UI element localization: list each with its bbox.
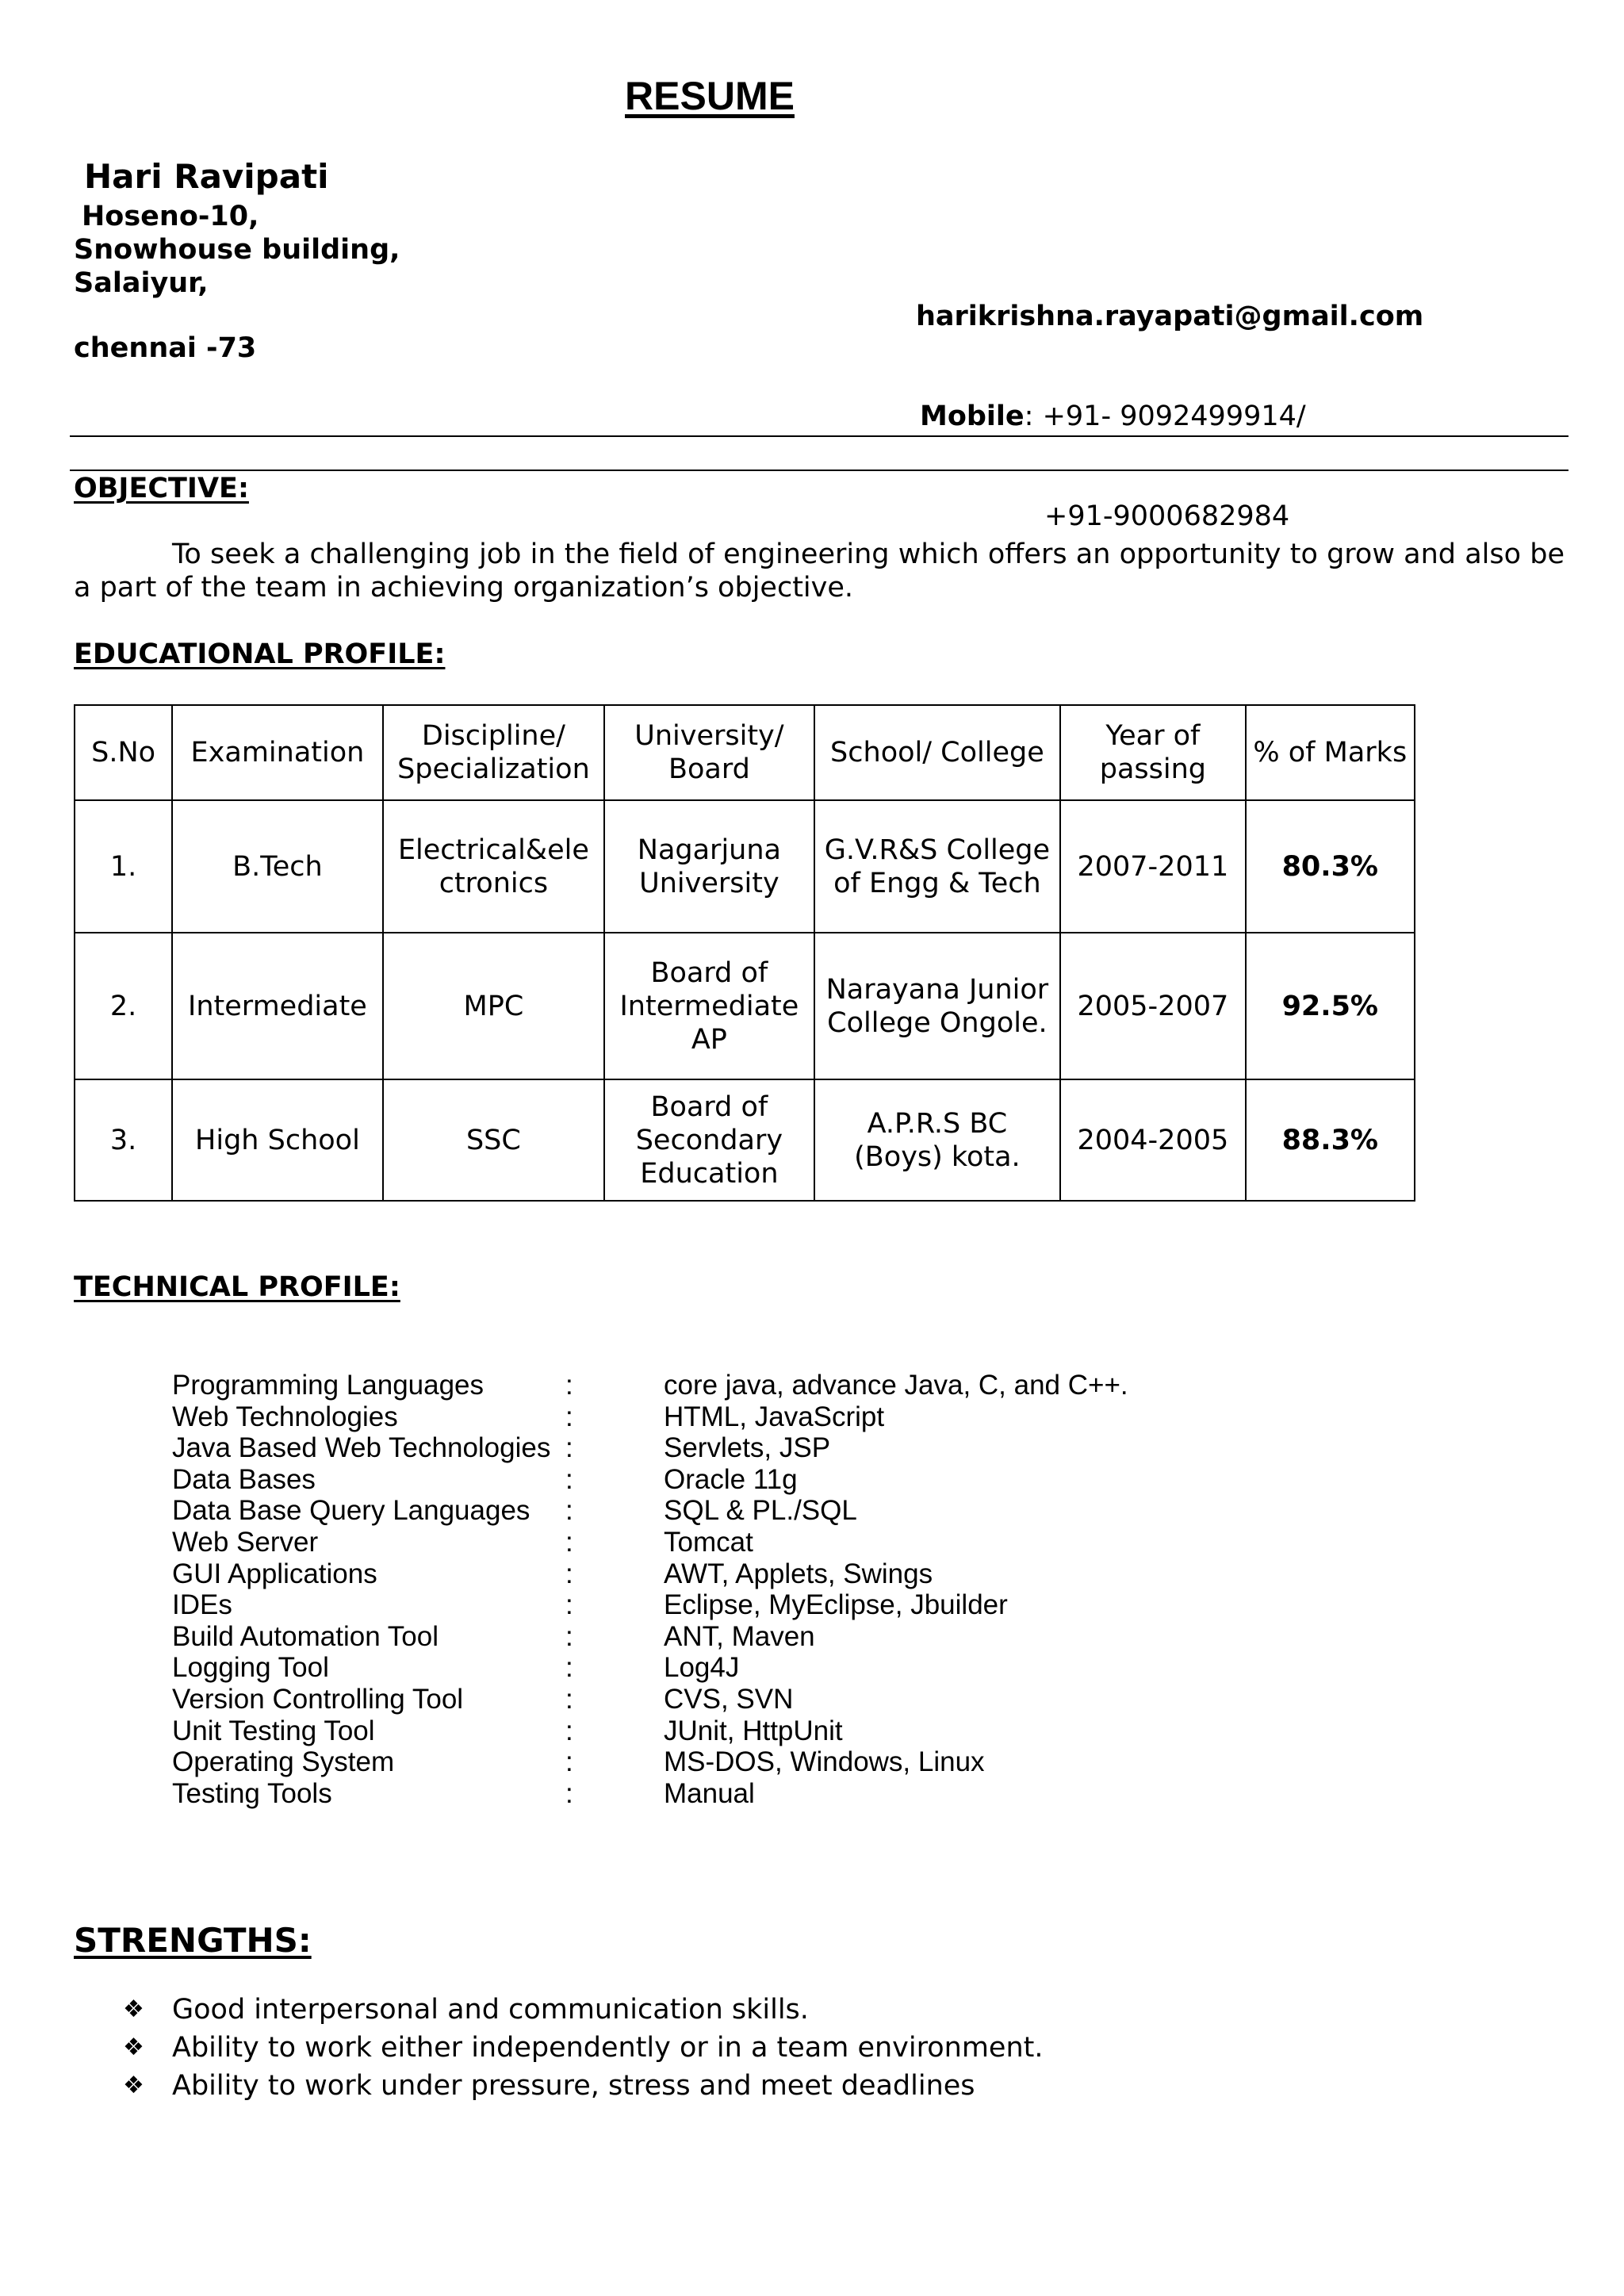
table-cell: B.Tech (172, 800, 382, 933)
table-cell: MPC (383, 933, 604, 1079)
divider (70, 435, 1568, 437)
tech-separator: : (565, 1526, 573, 1558)
tech-row (172, 1715, 1128, 1747)
table-cell: Nagarjuna University (604, 800, 814, 933)
tech-row (172, 1684, 1128, 1715)
tech-label: Java Based Web Technologies (172, 1432, 551, 1464)
tech-separator: : (565, 1746, 573, 1778)
candidate-name: Hari Ravipati (84, 157, 329, 196)
tech-value: Tomcat (664, 1526, 753, 1558)
tech-separator: : (565, 1683, 573, 1715)
address-line: Salaiyur, (74, 267, 209, 299)
table-cell: 2005-2007 (1060, 933, 1245, 1079)
table-cell: High School (172, 1079, 382, 1201)
tech-row (172, 1527, 1128, 1558)
tech-value: CVS, SVN (664, 1683, 794, 1715)
table-header: Examination (172, 705, 382, 800)
marks-cell: 88.3% (1246, 1079, 1415, 1201)
table-header: S.No (75, 705, 172, 800)
table-cell: 3. (75, 1079, 172, 1201)
tech-label: Operating System (172, 1746, 395, 1778)
tech-label: Unit Testing Tool (172, 1715, 375, 1746)
tech-value: core java, advance Java, C, and C++. (664, 1370, 1128, 1401)
address-line: Hoseno-10, (82, 201, 259, 232)
tech-label: Logging Tool (172, 1652, 329, 1684)
table-row (75, 933, 1415, 1079)
tech-value: ANT, Maven (664, 1620, 815, 1652)
tech-separator: : (565, 1558, 573, 1589)
resume-title: RESUME (625, 74, 795, 118)
mobile-number-1: : +91- 9092499914/ (1024, 401, 1306, 432)
technical-list (172, 1370, 1128, 1809)
table-header: School/ College (814, 705, 1061, 800)
tech-row (172, 1370, 1128, 1401)
mobile-line (916, 400, 1423, 433)
table-cell: 2. (75, 933, 172, 1079)
tech-value: Manual (664, 1777, 755, 1809)
table-row (75, 1079, 1415, 1201)
list-item (123, 2067, 1043, 2105)
objective-heading: OBJECTIVE: (74, 473, 249, 504)
tech-label: Version Controlling Tool (172, 1683, 464, 1715)
table-cell: G.V.R&S College of Engg & Tech (814, 800, 1061, 933)
bullet-icon: ❖ (123, 2072, 144, 2099)
tech-value: Eclipse, MyEclipse, Jbuilder (664, 1589, 1008, 1621)
contact-block (916, 233, 1423, 566)
tech-row (172, 1746, 1128, 1778)
tech-separator: : (565, 1715, 573, 1746)
tech-value: Servlets, JSP (664, 1432, 831, 1464)
tech-row (172, 1558, 1128, 1590)
address-line: chennai -73 (74, 332, 257, 364)
list-item (123, 1991, 1043, 2029)
tech-row (172, 1495, 1128, 1527)
table-cell: Electrical&ele ctronics (383, 800, 604, 933)
table-cell: Intermediate (172, 933, 382, 1079)
tech-separator: : (565, 1620, 573, 1652)
divider (70, 470, 1568, 471)
tech-value: AWT, Applets, Swings (664, 1558, 933, 1589)
tech-value: MS-DOS, Windows, Linux (664, 1746, 985, 1778)
tech-label: Programming Languages (172, 1370, 485, 1401)
education-table (74, 704, 1415, 1202)
tech-separator: : (565, 1401, 573, 1432)
bullet-icon: ❖ (123, 1995, 144, 2023)
tech-label: Web Server (172, 1526, 319, 1558)
table-header: University/ Board (604, 705, 814, 800)
table-header-row (75, 705, 1415, 800)
table-cell: SSC (383, 1079, 604, 1201)
tech-separator: : (565, 1652, 573, 1684)
mobile-label: Mobile (920, 401, 1025, 432)
strength-text: Ability to work under pressure, stress and meet deadlines (172, 2070, 975, 2102)
tech-value: JUnit, HttpUnit (664, 1715, 843, 1746)
technical-heading: TECHNICAL PROFILE: (74, 1271, 400, 1303)
tech-separator: : (565, 1463, 573, 1495)
address-block (74, 200, 400, 365)
tech-label: Web Technologies (172, 1401, 398, 1432)
tech-row (172, 1401, 1128, 1433)
list-item (123, 2029, 1043, 2067)
marks-cell: 92.5% (1246, 933, 1415, 1079)
tech-row (172, 1621, 1128, 1653)
table-row (75, 800, 1415, 933)
table-cell: 1. (75, 800, 172, 933)
address-line: Snowhouse building, (74, 234, 400, 266)
marks-cell: 80.3% (1246, 800, 1415, 933)
objective-text: To seek a challenging job in the field of engineering which offers an opportunity to grow and also be a part of the team in achieving organization’s objective. (74, 539, 1565, 604)
table-cell: Board of Secondary Education (604, 1079, 814, 1201)
strengths-list (123, 1991, 1043, 2105)
tech-label: Testing Tools (172, 1777, 332, 1809)
tech-row (172, 1432, 1128, 1464)
tech-row (172, 1589, 1128, 1621)
tech-separator: : (565, 1589, 573, 1621)
tech-value: SQL & PL./SQL (664, 1495, 857, 1527)
table-cell: A.P.R.S BC (Boys) kota. (814, 1079, 1061, 1201)
tech-row (172, 1464, 1128, 1496)
tech-separator: : (565, 1777, 573, 1809)
strength-text: Good interpersonal and communication skills. (172, 1994, 809, 2026)
tech-label: IDEs (172, 1589, 232, 1621)
tech-separator: : (565, 1432, 573, 1464)
strength-text: Ability to work either independently or in a team environment. (172, 2032, 1044, 2064)
table-cell: Narayana Junior College Ongole. (814, 933, 1061, 1079)
table-header: % of Marks (1246, 705, 1415, 800)
tech-value: Log4J (664, 1652, 740, 1684)
education-heading: EDUCATIONAL PROFILE: (74, 638, 446, 670)
tech-row (172, 1652, 1128, 1684)
tech-value: Oracle 11g (664, 1463, 798, 1495)
email: harikrishna.rayapati@gmail.com (916, 301, 1424, 332)
tech-row (172, 1778, 1128, 1810)
tech-label: GUI Applications (172, 1558, 377, 1589)
tech-separator: : (565, 1495, 573, 1527)
mobile-number-2: +91-9000682984 (1044, 500, 1290, 532)
table-cell: Board of Intermediate AP (604, 933, 814, 1079)
table-header: Year of passing (1060, 705, 1245, 800)
strengths-heading: STRENGTHS: (74, 1921, 312, 1960)
bullet-icon: ❖ (123, 2033, 144, 2061)
tech-value: HTML, JavaScript (664, 1401, 885, 1432)
table-cell: 2007-2011 (1060, 800, 1245, 933)
table-header: Discipline/ Specialization (383, 705, 604, 800)
tech-separator: : (565, 1370, 573, 1401)
tech-label: Data Bases (172, 1463, 316, 1495)
tech-label: Build Automation Tool (172, 1620, 439, 1652)
table-cell: 2004-2005 (1060, 1079, 1245, 1201)
tech-label: Data Base Query Languages (172, 1495, 530, 1527)
